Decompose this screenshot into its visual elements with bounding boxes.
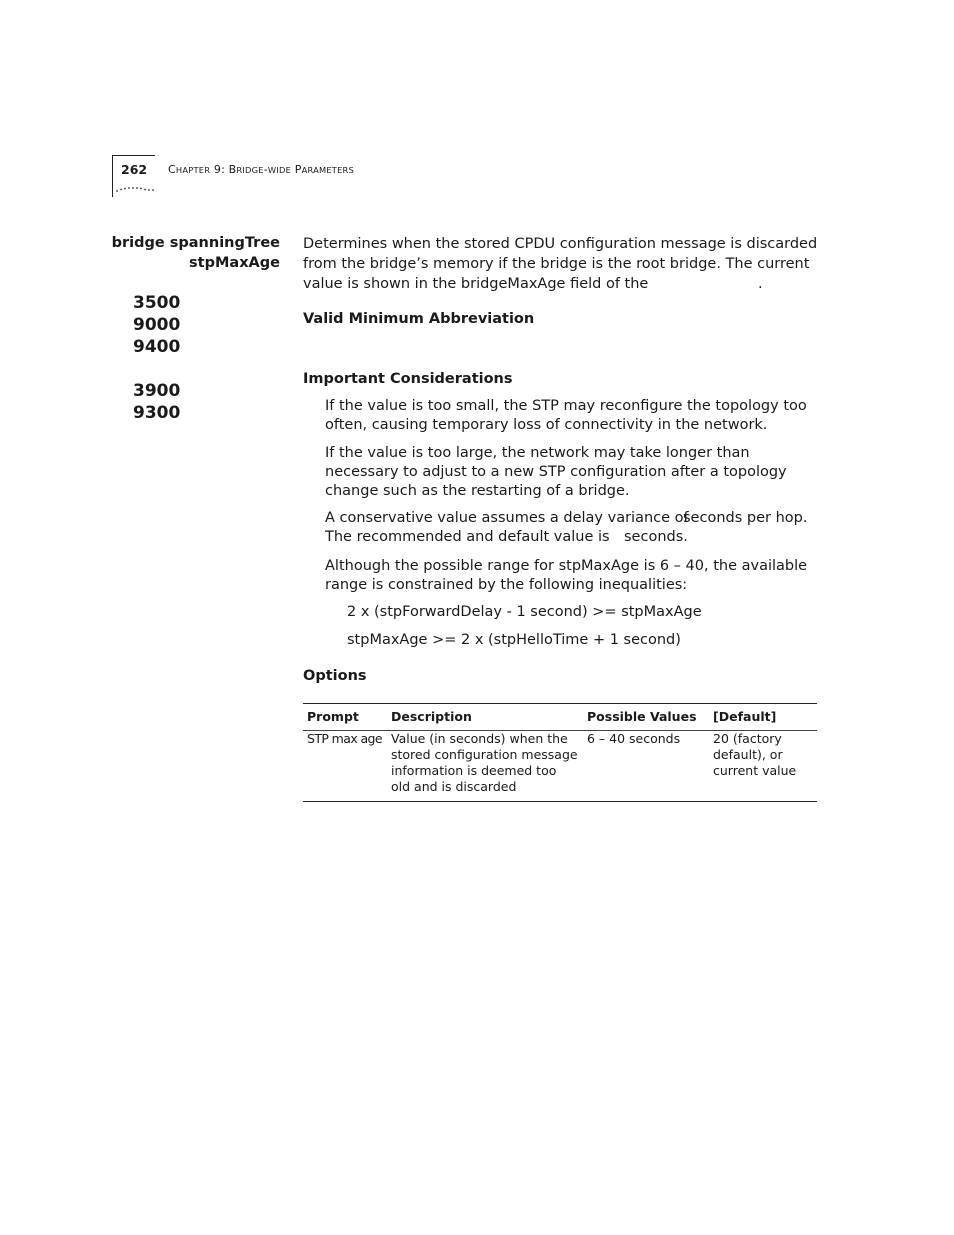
platform-9000: 9000 <box>133 315 181 335</box>
command-name-line1: bridge spanningTree <box>111 235 280 251</box>
abbreviation-heading: Valid Minimum Abbreviation <box>303 311 535 327</box>
consideration-3-line1b: seconds per hop. <box>683 510 808 526</box>
table-row <box>303 731 817 802</box>
cell-prompt: STP max age <box>303 731 387 802</box>
column-header-description: Description <box>387 704 583 731</box>
header-rule-horizontal <box>112 155 155 156</box>
column-header-default: [Default] <box>709 704 817 731</box>
platform-9400: 9400 <box>133 337 181 357</box>
inequality-2: stpMaxAge >= 2 x (stpHelloTime + 1 second) <box>347 632 681 648</box>
chapter-title: CHAPTER 9: BRIDGE-WIDE PARAMETERS <box>168 163 354 176</box>
platform-list-1 <box>133 292 180 358</box>
cell-default: 20 (factory default), or current value <box>709 731 817 802</box>
consideration-2: If the value is too large, the network may take longer than necessary to adjust to a new STP configuration after a topology change such as the restarting of a bridge. <box>325 445 787 499</box>
consideration-1: If the value is too small, the STP may reconfigure the topology too often, causing temporary loss of connectivity in the network. <box>325 398 807 433</box>
options-table <box>303 703 817 802</box>
consideration-3-line1a: A conservative value assumes a delay variance of <box>325 510 689 526</box>
description-line2: from the bridge’s memory if the bridge is the root bridge. The current <box>303 256 810 272</box>
platform-list-2 <box>133 380 180 424</box>
description-line3: value is shown in the bridgeMaxAge field of the <box>303 276 649 292</box>
description-line3-end: . <box>758 276 763 292</box>
consideration-3-line2a: The recommended and default value is <box>325 529 610 545</box>
column-header-possible-values: Possible Values <box>583 704 709 731</box>
header-dots-ornament <box>113 187 157 195</box>
options-heading: Options <box>303 668 367 684</box>
consideration-3-line2b: seconds. <box>624 529 688 545</box>
cell-possible-values: 6 – 40 seconds <box>583 731 709 802</box>
description-line1: Determines when the stored CPDU configuration message is discarded <box>303 236 818 252</box>
column-header-prompt: Prompt <box>303 704 387 731</box>
consideration-4: Although the possible range for stpMaxAge is 6 – 40, the available range is constrained by the following inequalities: <box>325 558 808 593</box>
platform-3500: 3500 <box>133 293 181 313</box>
command-name-line2: stpMaxAge <box>189 255 280 271</box>
page-number: 262 <box>121 162 148 177</box>
considerations-heading: Important Considerations <box>303 371 513 387</box>
inequality-1: 2 x (stpForwardDelay - 1 second) >= stpMaxAge <box>347 604 702 620</box>
platform-3900: 3900 <box>133 381 181 401</box>
platform-9300: 9300 <box>133 403 181 423</box>
cell-description: Value (in seconds) when the stored configuration message information is deemed too old and is discarded <box>387 731 583 802</box>
table-header-row <box>303 704 817 731</box>
